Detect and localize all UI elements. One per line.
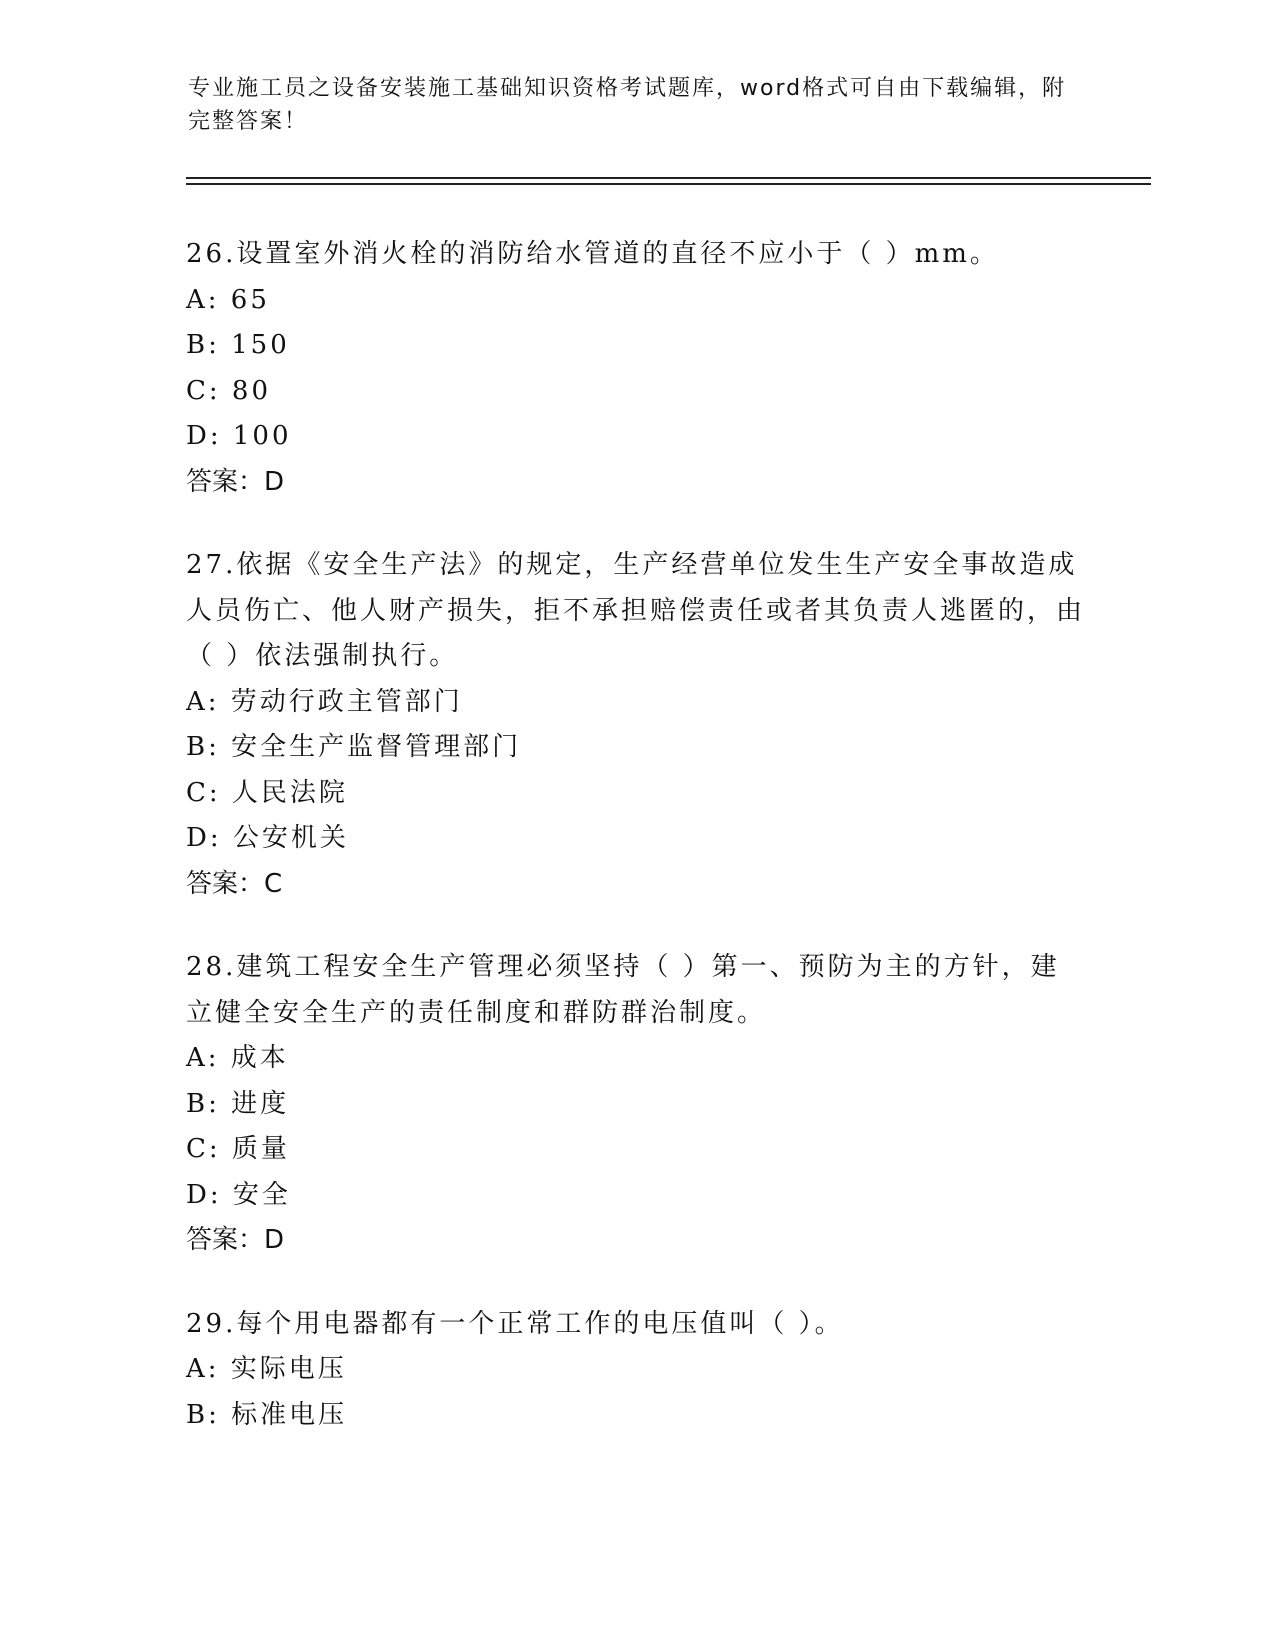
option-b: B: 150 bbox=[186, 330, 290, 360]
option-a: A: 65 bbox=[186, 284, 270, 315]
option-c: C: 质量 bbox=[186, 1134, 290, 1164]
option-b: B: 标准电压 bbox=[186, 1399, 348, 1430]
option-d: D: 100 bbox=[186, 421, 292, 451]
question-text: 29.每个用电器都有一个正常工作的电压值叫（ ）。 bbox=[186, 1308, 844, 1339]
document-header: 专业施工员之设备安装施工基础知识资格考试题库，word格式可自由下载编辑，附完整答案！ bbox=[188, 76, 1067, 134]
option-d: D: 安全 bbox=[186, 1179, 291, 1210]
question-text: 28.建筑工程安全生产管理必须坚持（ ）第一、预防为主的方针，建立健全安全生产的责任制度和群防群治制度。 bbox=[186, 952, 1060, 1028]
question-26 bbox=[186, 232, 1086, 505]
header-rule-top bbox=[186, 177, 1151, 179]
answer: 答案：D bbox=[186, 466, 285, 497]
question-text: 27.依据《安全生产法》的规定，生产经营单位发生生产安全事故造成人员伤亡、他人财产损失，拒不承担赔偿责任或者其负责人逃匿的，由（ ）依法强制执行。 bbox=[186, 550, 1086, 671]
answer: 答案：D bbox=[186, 1225, 285, 1255]
option-a: A: 劳动行政主管部门 bbox=[186, 686, 463, 717]
question-text: 26.设置室外消火栓的消防给水管道的直径不应小于（ ）mm。 bbox=[186, 239, 999, 269]
option-b: B: 进度 bbox=[186, 1088, 290, 1119]
question-list bbox=[186, 232, 1086, 1476]
question-28 bbox=[186, 945, 1086, 1264]
answer: 答案：C bbox=[186, 868, 283, 899]
option-c: C: 人民法院 bbox=[186, 777, 348, 808]
option-a: A: 成本 bbox=[186, 1043, 289, 1073]
option-b: B: 安全生产监督管理部门 bbox=[186, 732, 522, 762]
question-29 bbox=[186, 1302, 1086, 1439]
question-27 bbox=[186, 543, 1086, 907]
header-rule-bottom bbox=[186, 183, 1151, 185]
option-c: C: 80 bbox=[186, 375, 272, 406]
option-a: A: 实际电压 bbox=[186, 1354, 347, 1384]
option-d: D: 公安机关 bbox=[186, 823, 349, 853]
